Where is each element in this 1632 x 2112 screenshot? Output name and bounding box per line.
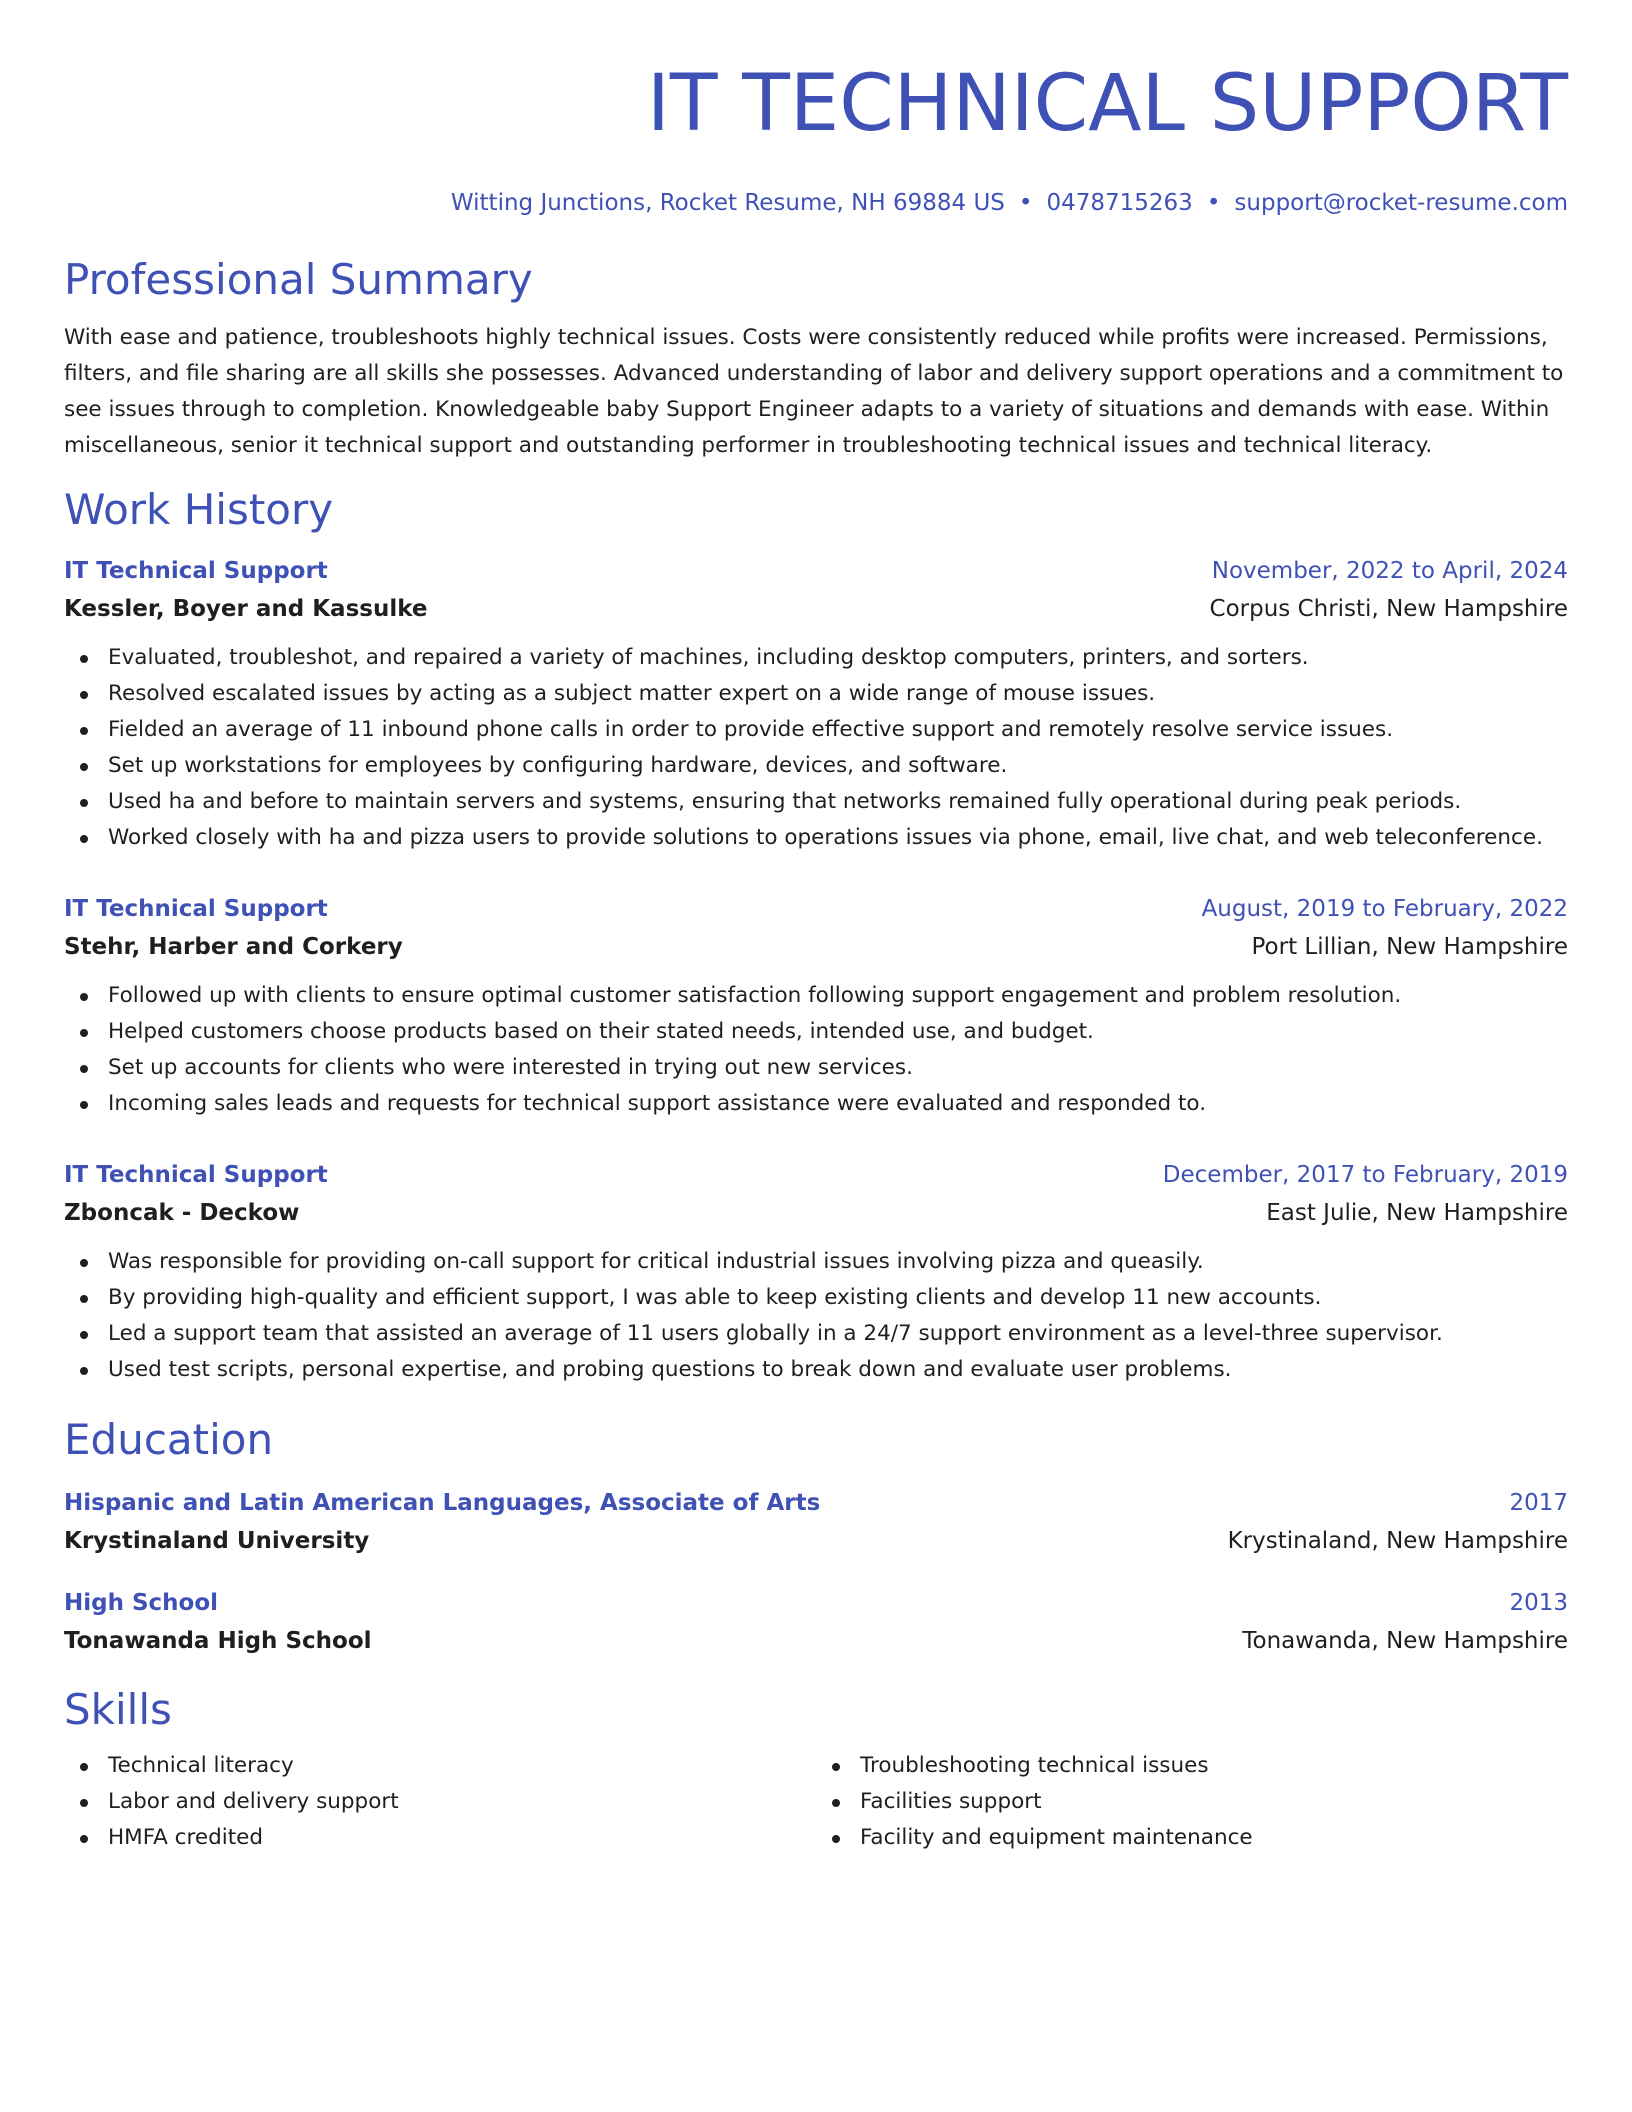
job-bullet: Set up accounts for clients who were interested in trying out new services. [64,1050,1568,1086]
job-bullet: Followed up with clients to ensure optimal customer satisfaction following support engagement and problem resolution. [64,978,1568,1014]
resume-name: IT TECHNICAL SUPPORT [646,59,1568,149]
job-bullets [64,640,1568,856]
education-year: 2017 [1509,1490,1568,1516]
skills-column-left [64,1748,816,1856]
job-dates: December, 2017 to February, 2019 [1162,1162,1568,1188]
summary-text: With ease and patience, troubleshoots highly technical issues. Costs were consistently reduced while profits were increased. Permissions, filters, and file sharing are all skills she possesses. Advanced understanding of labor and delivery support operations and a commitment to see issues through to completion. Knowledgeable baby Support Engineer adapts to a variety of situations and demands with ease. Within miscellaneous, senior it technical support and outstanding performer in troubleshooting technical issues and technical literacy. [64,325,1564,458]
job-bullet: By providing high-quality and efficient support, I was able to keep existing clients and develop 11 new accounts. [64,1280,1568,1316]
skills-heading: Skills [64,1685,172,1734]
education-location: Tonawanda, New Hampshire [1242,1628,1568,1654]
skill-item: Troubleshooting technical issues [816,1748,1568,1784]
job-company: Zboncak - Deckow [64,1200,300,1226]
job-bullet: Evaluated, troubleshot, and repaired a variety of machines, including desktop computers, printers, and sorters. [64,640,1568,676]
education-entry [64,1484,1568,1560]
job-title: IT Technical Support [64,896,328,922]
job-bullet: Incoming sales leads and requests for technical support assistance were evaluated and responded to. [64,1086,1568,1122]
education-location: Krystinaland, New Hampshire [1227,1528,1568,1554]
skill-item: HMFA credited [64,1820,816,1856]
work-history-heading: Work History [64,485,334,534]
contact-separator: • [1018,190,1033,216]
job-bullet: Helped customers choose products based on their stated needs, intended use, and budget. [64,1014,1568,1050]
job-dates: November, 2022 to April, 2024 [1211,558,1568,584]
job-location: East Julie, New Hampshire [1266,1200,1568,1226]
contact-email: support@rocket-resume.com [1234,190,1568,216]
education-school: Tonawanda High School [64,1628,372,1654]
job-bullet: Led a support team that assisted an average of 11 users globally in a 24/7 support environment as a level-three supervisor. [64,1316,1568,1352]
job-entry [64,890,1568,1122]
contact-phone: 0478715263 [1046,190,1193,216]
job-bullet: Fielded an average of 11 inbound phone calls in order to provide effective support and remotely resolve service issues. [64,712,1568,748]
job-location: Port Lillian, New Hampshire [1251,934,1568,960]
job-company: Kessler, Boyer and Kassulke [64,596,428,622]
education-year: 2013 [1509,1590,1568,1616]
education-degree: High School [64,1590,219,1616]
job-bullet: Was responsible for providing on-call support for critical industrial issues involving pizza and queasily. [64,1244,1568,1280]
education-school: Krystinaland University [64,1528,370,1554]
job-dates: August, 2019 to February, 2022 [1201,896,1568,922]
job-location: Corpus Christi, New Hampshire [1209,596,1568,622]
job-title: IT Technical Support [64,1162,328,1188]
skills-column-right [816,1748,1568,1856]
contact-line [64,188,1568,218]
education-degree: Hispanic and Latin American Languages, Associate of Arts [64,1490,821,1516]
summary-heading: Professional Summary [64,255,533,304]
contact-address: Witting Junctions, Rocket Resume, NH 69884 US [450,190,1005,216]
skill-item: Facilities support [816,1784,1568,1820]
job-entry [64,552,1568,856]
job-bullet: Resolved escalated issues by acting as a subject matter expert on a wide range of mouse issues. [64,676,1568,712]
job-bullet: Worked closely with ha and pizza users to provide solutions to operations issues via phone, email, live chat, and web teleconference. [64,820,1568,856]
skill-item: Facility and equipment maintenance [816,1820,1568,1856]
job-entry [64,1156,1568,1388]
job-title: IT Technical Support [64,558,328,584]
skill-item: Labor and delivery support [64,1784,816,1820]
job-bullet: Used test scripts, personal expertise, and probing questions to break down and evaluate user problems. [64,1352,1568,1388]
contact-separator: • [1206,190,1221,216]
job-bullets [64,1244,1568,1388]
job-bullet: Set up workstations for employees by configuring hardware, devices, and software. [64,748,1568,784]
job-bullet: Used ha and before to maintain servers and systems, ensuring that networks remained fully operational during peak periods. [64,784,1568,820]
job-company: Stehr, Harber and Corkery [64,934,403,960]
resume-page [64,50,1568,1856]
skill-item: Technical literacy [64,1748,816,1784]
skills-list [64,1748,1568,1856]
job-bullets [64,978,1568,1122]
education-heading: Education [64,1415,274,1464]
education-entry [64,1584,1568,1660]
